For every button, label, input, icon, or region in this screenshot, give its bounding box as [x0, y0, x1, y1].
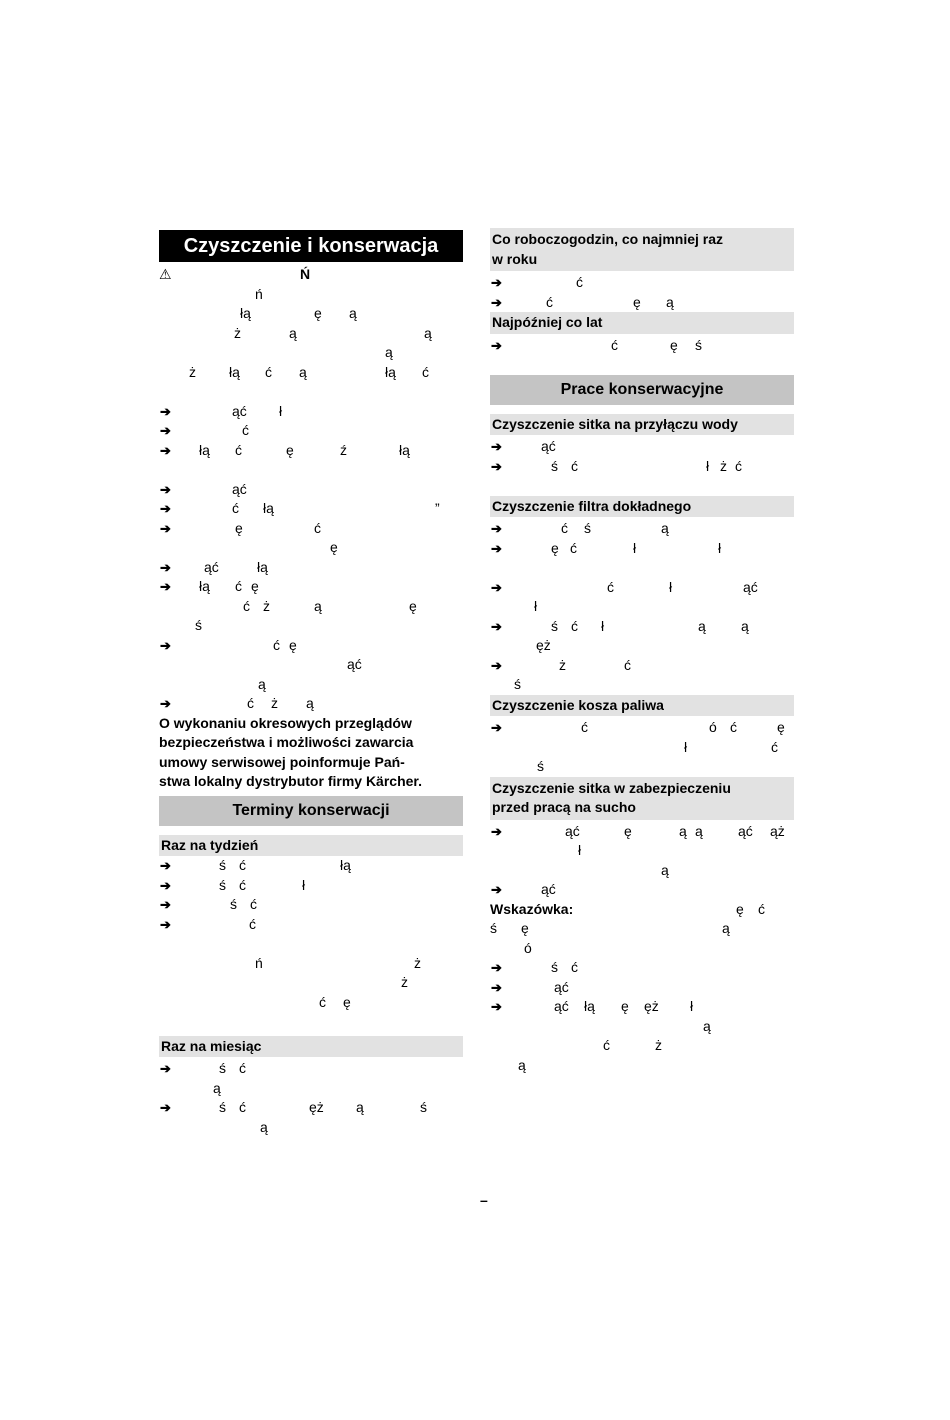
hours-heading: Co roboczogodzin, co najmniej raz w roku [490, 228, 794, 271]
list-item: ➔ ąć [490, 880, 794, 900]
list-item: ➔ ąć [490, 978, 794, 998]
list-item: ➔ łą ć ę ź łą [159, 441, 463, 461]
terms-heading: Terminy konserwacji [159, 796, 463, 826]
hint-label: Wskazówka: [490, 900, 574, 917]
arrow-icon: ➔ [491, 823, 502, 839]
weekly-note: ż [401, 974, 408, 990]
arrow-icon: ➔ [491, 882, 502, 897]
list-item: ➔ ż ć [490, 656, 794, 676]
continuation: ą [518, 1056, 526, 1073]
list-item: ➔ ć [159, 915, 463, 935]
arrow-icon: ➔ [491, 458, 502, 474]
continuation: ąć [347, 656, 362, 672]
list-item: ➔ ś ć [490, 958, 794, 978]
list-item: ➔ ś ć ł ą ą [490, 617, 794, 637]
continuation: ł [578, 842, 582, 858]
list-item: ➔ ąć łą [159, 558, 463, 578]
list-item: ➔ ć [159, 421, 463, 441]
right-column [490, 228, 794, 1075]
list-item: ➔ ć ę [159, 636, 463, 656]
list-item: ➔ ś ć ł ż ć [490, 457, 794, 477]
list-item: ➔ ąć [490, 437, 794, 457]
arrow-icon: ➔ [160, 916, 171, 932]
continuation: ęż [536, 637, 551, 653]
list-item: ➔ ć [490, 273, 794, 293]
service-note: O wykonaniu okresowych przeglądów bezpieczeństwa i możliwości zawarcia umowy serwisowej poinformuje Pań- stwa lokalny dystrybutor firmy Kärcher. [159, 714, 422, 789]
arrow-icon: ➔ [491, 579, 502, 595]
arrow-icon: ➔ [491, 275, 502, 290]
arrow-icon: ➔ [491, 294, 502, 310]
arrow-icon: ➔ [491, 657, 502, 673]
monthly-heading: Raz na miesiąc [159, 1036, 463, 1058]
arrow-icon: ➔ [160, 897, 171, 912]
list-item: ➔ ć ę ą [490, 293, 794, 313]
list-item: ➔ ś ć ł [159, 876, 463, 896]
warning-line: ą [385, 344, 393, 360]
warning-line: ż łą ć ą łą ć [189, 363, 429, 380]
continuation: ć ż [603, 1037, 662, 1053]
continuation: ę [330, 539, 338, 555]
latest-heading: Najpóźniej co lat [490, 312, 794, 334]
fuel-basket-heading: Czyszczenie kosza paliwa [490, 695, 794, 717]
warning-icon: ⚠ [159, 266, 172, 282]
list-item: ➔ ć ę ś [490, 336, 794, 356]
continuation: ą [703, 1017, 711, 1034]
arrow-icon: ➔ [160, 579, 171, 594]
continuation: ą [661, 861, 669, 878]
list-item: ➔ ąć łą ę ęż ł [490, 997, 794, 1017]
continuation: ł ć [684, 738, 778, 755]
continuation: ć ż ą ę [243, 597, 417, 614]
dry-run-heading: Czyszczenie sitka w zabezpieczeniu przed pracą na sucho [490, 777, 794, 820]
continuation: ś [537, 758, 544, 774]
arrow-icon: ➔ [491, 960, 502, 975]
list-item: ➔ łą ć ę [159, 577, 463, 597]
weekly-note: ć ę [319, 993, 351, 1010]
sieve-water-heading: Czyszczenie sitka na przyłączu wody [490, 414, 794, 436]
arrow-icon: ➔ [160, 1100, 171, 1115]
warning-line: ⚠ Ń [159, 265, 463, 285]
list-item: ➔ ć ł ąć [490, 578, 794, 598]
list-item: ➔ ąć ę ą ą ąć ąż [490, 822, 794, 842]
list-item: ➔ ć łą ” [159, 499, 463, 519]
section-title-cleaning: Czyszczenie i konserwacja [159, 230, 463, 262]
arrow-icon: ➔ [160, 877, 171, 893]
list-item: ➔ ć ó ć ę [490, 718, 794, 738]
continuation: ą [258, 675, 266, 692]
arrow-icon: ➔ [160, 559, 171, 575]
list-item: ➔ ś ć łą [159, 856, 463, 876]
fine-filter-heading: Czyszczenie filtra dokładnego [490, 496, 794, 518]
arrow-icon: ➔ [160, 442, 171, 458]
arrow-icon: ➔ [160, 1061, 171, 1076]
continuation: ą [213, 1079, 221, 1096]
arrow-icon: ➔ [160, 858, 171, 873]
continuation: ś [195, 617, 202, 633]
warning-line: ż ą ą [234, 324, 432, 341]
page-number: – [480, 1192, 488, 1208]
arrow-icon: ➔ [160, 637, 171, 653]
arrow-icon: ➔ [160, 696, 171, 711]
list-item: ➔ ąć ł [159, 402, 463, 422]
list-item: ➔ ąć [159, 480, 463, 500]
maintenance-heading: Prace konserwacyjne [490, 375, 794, 405]
arrow-icon: ➔ [491, 999, 502, 1014]
warning-line: łą ę ą [240, 305, 357, 321]
arrow-icon: ➔ [491, 540, 502, 556]
warning-line: ń [255, 285, 263, 302]
arrow-icon: ➔ [160, 520, 171, 536]
list-item: ➔ ę ć ł ł [490, 539, 794, 559]
hint-line: ó [524, 939, 532, 956]
list-item: ➔ ś ć [159, 1059, 463, 1079]
arrow-icon: ➔ [160, 403, 171, 419]
arrow-icon: ➔ [491, 337, 502, 353]
arrow-icon: ➔ [160, 481, 171, 497]
left-column [159, 228, 463, 1137]
weekly-note: ń ż [255, 954, 421, 971]
list-item: ➔ ę ć [159, 519, 463, 539]
arrow-icon: ➔ [491, 618, 502, 634]
arrow-icon: ➔ [491, 439, 502, 454]
arrow-icon: ➔ [160, 501, 171, 516]
arrow-icon: ➔ [491, 521, 502, 536]
hint-line: ś ę ą [490, 920, 730, 936]
list-item: ➔ ć ś ą [490, 519, 794, 539]
continuation: ą [260, 1118, 268, 1135]
arrow-icon: ➔ [491, 979, 502, 995]
hint-line: Wskazówka: ę ć [490, 900, 794, 920]
continuation: ł [534, 598, 538, 614]
weekly-heading: Raz na tydzień [159, 835, 463, 857]
continuation: ś [514, 676, 521, 692]
list-item: ➔ ś ć ęż ą ś [159, 1098, 463, 1118]
arrow-icon: ➔ [160, 423, 171, 438]
list-item: ➔ ć ż ą [159, 694, 463, 714]
list-item: ➔ ś ć [159, 895, 463, 915]
arrow-icon: ➔ [491, 720, 502, 735]
